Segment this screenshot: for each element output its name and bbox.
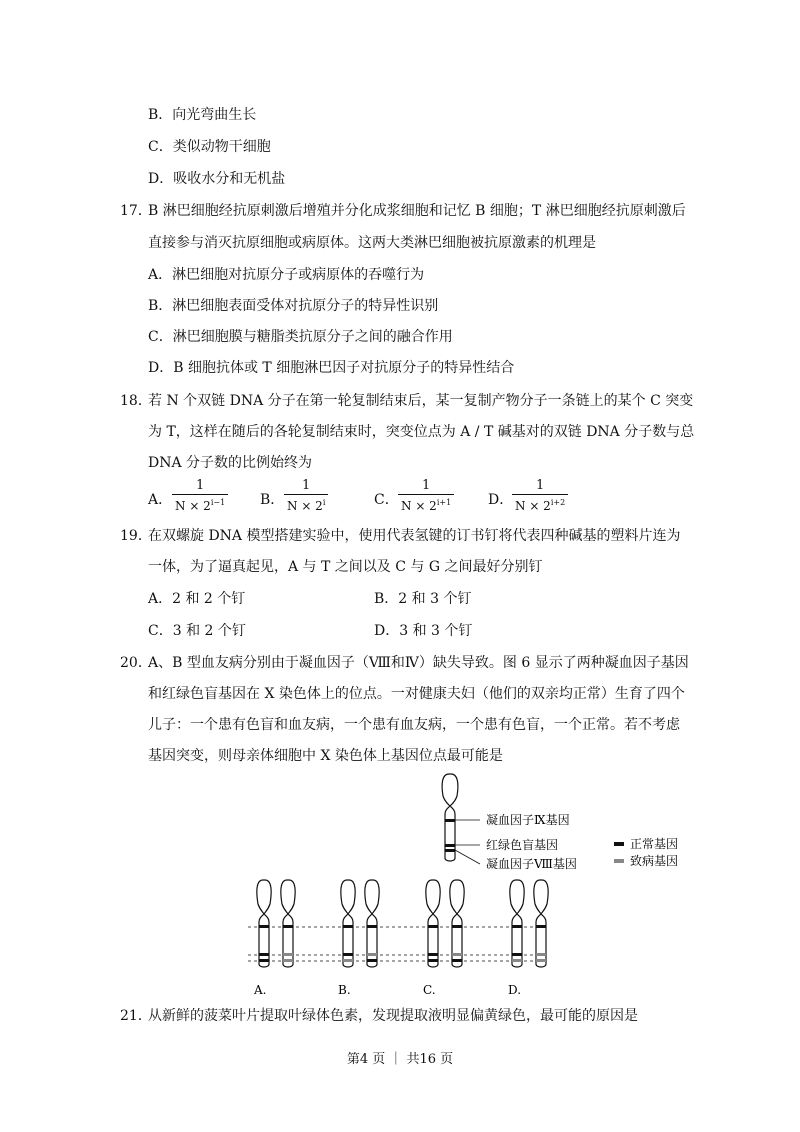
q20-number: 20． (120, 655, 152, 671)
legend-disease-swatch (614, 859, 624, 863)
q18-number: 18． (120, 393, 152, 409)
gene-label-color-blind: 红绿色盲基因 (486, 838, 559, 852)
option-b-chromosome-2-band-2 (367, 953, 377, 956)
q19-number: 19． (120, 528, 152, 544)
option-label: B． (260, 492, 285, 508)
figure-option-a: A. (254, 983, 267, 997)
option-c-chromosome-2-band-2 (452, 953, 462, 956)
q19-option-c: C．3 和 2 个钉 (148, 623, 246, 639)
denominator: $N \times 2^{i+1}$ (398, 494, 454, 514)
denominator: $N \times 2^{i+2}$ (512, 494, 568, 514)
q17-option-c: C．淋巴细胞膜与糖脂类抗原分子之间的融合作用 (148, 329, 453, 345)
reference-chromosome (442, 774, 480, 864)
option-a-chromosome-2-band-2 (283, 953, 293, 956)
q18-stem-line1: 若 N 个双链 DNA 分子在第一轮复制结束后，某一复制产物分子一条链上的某个 C 突变 (148, 393, 694, 409)
option-c-chromosome-1-band-3 (428, 959, 438, 962)
q17-option-a: A．淋巴细胞对抗原分子或病原体的吞噬行为 (148, 267, 425, 283)
option-d-chromosome-1-band-1 (512, 925, 522, 928)
option-label: D． (488, 492, 514, 508)
q20-stem-line3: 儿子：一个患有色盲和血友病，一个患有血友病，一个患有色盲，一个正常。若不考虑 (148, 717, 680, 733)
fraction (512, 478, 568, 514)
chromosome-figure (0, 772, 800, 1002)
color-blind-mark (445, 844, 455, 847)
q20-stem-line2: 和红绿色盲基因在 X 染色体上的位点。一对健康夫妇（他们的双亲均正常）生育了四个 (148, 686, 685, 702)
option-a-chromosome-1-band-1 (259, 925, 269, 928)
figure-option-d: D. (508, 983, 522, 997)
q21-stem: 从新鲜的菠菜叶片提取叶绿体色素，发现提取液明显偏黄绿色，最可能的原因是 (148, 1008, 638, 1024)
numerator: 1 (535, 478, 545, 493)
q16-option-c: C．类似动物干细胞 (148, 139, 271, 155)
gene-label-viii: 凝血因子Ⅷ基因 (486, 857, 577, 871)
page-footer: 第4 页 ｜ 共16 页 (346, 1052, 454, 1067)
q16-option-b: B．向光弯曲生长 (148, 107, 257, 123)
numerator: 1 (302, 478, 311, 493)
gene-label-ix: 凝血因子Ⅸ基因 (486, 813, 570, 827)
option-label: A． (148, 492, 173, 508)
q17-number: 17． (120, 203, 152, 219)
option-label: C． (374, 492, 399, 508)
option-b-chromosome-1-band-3 (343, 959, 353, 962)
legend-normal-label: 正常基因 (630, 837, 679, 851)
figure-option-c: C. (423, 983, 436, 997)
q17-stem-line1: B 淋巴细胞经抗原刺激后增殖并分化成浆细胞和记忆 B 细胞；T 淋巴细胞经抗原刺激后 (148, 203, 686, 219)
fraction (398, 478, 454, 514)
q19-stem-line1: 在双螺旋 DNA 模型搭建实验中，使用代表氢键的订书钉将代表四种碱基的塑料片连为 (148, 528, 681, 544)
q17-option-d: D．B 细胞抗体或 T 细胞淋巴因子对抗原分子的特异性结合 (148, 360, 515, 376)
option-c-chromosome-1-band-2 (428, 953, 438, 956)
option-d-chromosome-2-band-2 (536, 953, 546, 956)
q18-stem-line3: DNA 分子数的比例始终为 (148, 455, 313, 471)
denominator: $N \times 2^i$ (284, 494, 328, 514)
option-b-chromosome-1-band-2 (343, 953, 353, 956)
option-a-chromosome-1-band-3 (259, 959, 269, 962)
legend-disease-label: 致病基因 (630, 854, 679, 868)
option-a-chromosome-2-band-1 (283, 925, 293, 928)
option-c-chromosome-1-band-1 (428, 925, 438, 928)
fraction (172, 478, 228, 514)
q20-stem-line4: 基因突变，则母亲体细胞中 X 染色体上基因位点最可能是 (148, 748, 503, 764)
option-c-chromosome-2-band-3 (452, 959, 462, 962)
option-b-chromosome-2-band-3 (367, 959, 377, 962)
legend-normal-swatch (614, 842, 624, 846)
q17-option-b: B．淋巴细胞表面受体对抗原分子的特异性识别 (148, 298, 439, 314)
gene-ix-mark (445, 819, 455, 822)
option-a-chromosome-2-band-3 (283, 959, 293, 962)
option-b-chromosome-1-band-1 (343, 925, 353, 928)
figure-option-b: B. (338, 983, 351, 997)
q17-stem-line2: 直接参与消灭抗原细胞或病原体。这两大类淋巴细胞被抗原激素的机理是 (148, 235, 596, 251)
q18-stem-line2: 为 T，这样在随后的各轮复制结束时，突变位点为 A / T 碱基对的双链 DNA 分子数与总 (148, 424, 695, 440)
option-d-chromosome-2-band-1 (536, 925, 546, 928)
option-d-chromosome-1-band-2 (512, 953, 522, 956)
option-d-chromosome-1-band-3 (512, 959, 522, 962)
numerator: 1 (421, 478, 431, 493)
option-a-chromosome-1-band-2 (259, 953, 269, 956)
q19-option-a: A．2 和 2 个钉 (148, 591, 246, 607)
q20-stem-line1: A、B 型血友病分别由于凝血因子（Ⅷ和Ⅳ）缺失导致。图 6 显示了两种凝血因子基因 (148, 655, 689, 671)
gene-viii-mark (445, 849, 455, 852)
fraction (284, 478, 328, 514)
q21-number: 21． (120, 1008, 152, 1024)
option-c-chromosome-2-band-1 (452, 925, 462, 928)
q19-stem-line2: 一体，为了逼真起见，A 与 T 之间以及 C 与 G 之间最好分别钉 (148, 559, 543, 575)
option-d-chromosome-2-band-3 (536, 959, 546, 962)
option-b-chromosome-2-band-1 (367, 925, 377, 928)
q19-option-b: B．2 和 3 个钉 (374, 591, 472, 607)
numerator: 1 (195, 478, 205, 493)
q19-option-d: D．3 和 3 个钉 (374, 623, 473, 639)
q16-option-d: D．吸收水分和无机盐 (148, 171, 286, 187)
denominator: $N \times 2^{i-1}$ (172, 494, 228, 514)
